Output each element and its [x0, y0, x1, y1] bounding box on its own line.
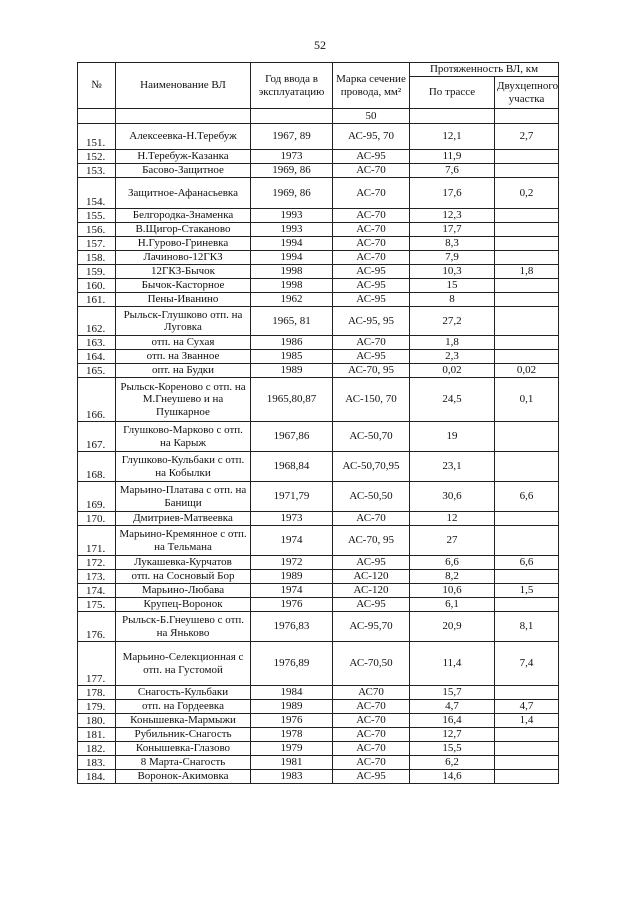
row-double-length	[495, 770, 559, 784]
row-year: 1973	[251, 512, 333, 526]
row-route-length: 17,7	[410, 223, 495, 237]
row-num: 166.	[78, 378, 116, 422]
row-name: Крупец-Воронок	[116, 598, 251, 612]
row-double-length	[495, 251, 559, 265]
row-num: 157.	[78, 237, 116, 251]
row-route-length: 24,5	[410, 378, 495, 422]
table-row	[78, 378, 559, 422]
row-double-length	[495, 209, 559, 223]
row-brand: АС-70	[333, 164, 410, 178]
subheader-brand: 50	[333, 109, 410, 124]
row-route-length: 12,7	[410, 728, 495, 742]
row-num: 158.	[78, 251, 116, 265]
row-route-length: 16,4	[410, 714, 495, 728]
row-brand: АС-95,70	[333, 612, 410, 642]
row-num: 169.	[78, 482, 116, 512]
row-brand: АС-70	[333, 756, 410, 770]
header-name: Наименование ВЛ	[116, 63, 251, 109]
row-route-length: 10,6	[410, 584, 495, 598]
row-num: 181.	[78, 728, 116, 742]
row-num: 165.	[78, 364, 116, 378]
row-name: Рыльск-Кореново с отп. на М.Гнеушево и на Пушкарное	[116, 378, 251, 422]
row-double-length: 1,8	[495, 265, 559, 279]
row-name: Пены-Иванино	[116, 293, 251, 307]
table-row	[78, 150, 559, 164]
row-brand: АС-150, 70	[333, 378, 410, 422]
row-name: Белгородка-Знаменка	[116, 209, 251, 223]
row-year: 1968,84	[251, 452, 333, 482]
row-route-length: 17,6	[410, 178, 495, 209]
table-row	[78, 452, 559, 482]
row-double-length: 1,4	[495, 714, 559, 728]
row-route-length: 19	[410, 422, 495, 452]
row-brand: АС-95, 95	[333, 307, 410, 336]
row-brand: АС-70,50	[333, 642, 410, 686]
row-route-length: 1,8	[410, 336, 495, 350]
row-num: 163.	[78, 336, 116, 350]
row-double-length	[495, 336, 559, 350]
row-name: Бычок-Касторное	[116, 279, 251, 293]
row-year: 1974	[251, 584, 333, 598]
row-brand: АС-70	[333, 178, 410, 209]
subheader-cell	[78, 109, 116, 124]
row-year: 1979	[251, 742, 333, 756]
row-route-length: 12	[410, 512, 495, 526]
row-name: Глушково-Марково с отп. на Карыж	[116, 422, 251, 452]
row-brand: АС-70	[333, 336, 410, 350]
row-double-length	[495, 279, 559, 293]
row-route-length: 11,9	[410, 150, 495, 164]
row-name: Дмитриев-Матвеевка	[116, 512, 251, 526]
row-brand: АС-70	[333, 237, 410, 251]
row-route-length: 12,1	[410, 124, 495, 150]
row-brand: АС70	[333, 686, 410, 700]
row-double-length	[495, 350, 559, 364]
page-number: 52	[314, 38, 326, 52]
row-year: 1998	[251, 265, 333, 279]
row-name: опт. на Будки	[116, 364, 251, 378]
row-year: 1967,86	[251, 422, 333, 452]
row-name: Н.Гурово-Гриневка	[116, 237, 251, 251]
row-double-length	[495, 164, 559, 178]
row-name: Басово-Защитное	[116, 164, 251, 178]
row-name: В.Щигор-Стаканово	[116, 223, 251, 237]
row-year: 1985	[251, 350, 333, 364]
row-name: Рыльск-Б.Гнеушево с отп. на Яньково	[116, 612, 251, 642]
row-year: 1974	[251, 526, 333, 556]
row-num: 162.	[78, 307, 116, 336]
row-route-length: 6,1	[410, 598, 495, 612]
header-brand: Марка сечение провода, мм²	[333, 63, 410, 109]
row-double-length	[495, 756, 559, 770]
table-row	[78, 279, 559, 293]
row-name: Глушково-Кульбаки с отп. на Кобылки	[116, 452, 251, 482]
row-num: 161.	[78, 293, 116, 307]
row-year: 1983	[251, 770, 333, 784]
header-by-route: По трассе	[410, 77, 495, 109]
table-row	[78, 307, 559, 336]
row-name: отп. на Сухая	[116, 336, 251, 350]
row-double-length: 6,6	[495, 556, 559, 570]
subheader-cell	[410, 109, 495, 124]
row-brand: АС-50,70,95	[333, 452, 410, 482]
row-name: Рубильник-Снагость	[116, 728, 251, 742]
row-year: 1994	[251, 237, 333, 251]
row-brand: АС-70	[333, 512, 410, 526]
table-row	[78, 350, 559, 364]
row-double-length	[495, 728, 559, 742]
row-num: 173.	[78, 570, 116, 584]
row-route-length: 8	[410, 293, 495, 307]
row-name: отп. на Сосновый Бор	[116, 570, 251, 584]
row-year: 1965, 81	[251, 307, 333, 336]
row-year: 1976,89	[251, 642, 333, 686]
table-row	[78, 728, 559, 742]
table-row	[78, 742, 559, 756]
table-row	[78, 598, 559, 612]
row-num: 152.	[78, 150, 116, 164]
row-double-length	[495, 223, 559, 237]
row-double-length: 4,7	[495, 700, 559, 714]
row-brand: АС-95	[333, 350, 410, 364]
row-year: 1976	[251, 598, 333, 612]
table-row	[78, 512, 559, 526]
row-name: 12ГКЗ-Бычок	[116, 265, 251, 279]
row-name: Воронок-Акимовка	[116, 770, 251, 784]
row-brand: АС-50,50	[333, 482, 410, 512]
row-name: Марьино-Кремянное с отп. на Тельмана	[116, 526, 251, 556]
header-year: Год ввода в эксплуатацию	[251, 63, 333, 109]
row-num: 151.	[78, 124, 116, 150]
row-name: Лачиново-12ГКЗ	[116, 251, 251, 265]
row-route-length: 23,1	[410, 452, 495, 482]
row-num: 178.	[78, 686, 116, 700]
row-year: 1967, 89	[251, 124, 333, 150]
row-brand: АС-95	[333, 770, 410, 784]
row-brand: АС-70	[333, 700, 410, 714]
table-row	[78, 756, 559, 770]
row-num: 176.	[78, 612, 116, 642]
row-name: Конышевка-Глазово	[116, 742, 251, 756]
table-row	[78, 251, 559, 265]
row-num: 180.	[78, 714, 116, 728]
row-brand: АС-95	[333, 150, 410, 164]
row-name: Конышевка-Мармыжи	[116, 714, 251, 728]
row-route-length: 4,7	[410, 700, 495, 714]
row-name: Защитное-Афанасьевка	[116, 178, 251, 209]
table-row	[78, 364, 559, 378]
row-route-length: 12,3	[410, 209, 495, 223]
row-double-length: 0,02	[495, 364, 559, 378]
row-route-length: 6,6	[410, 556, 495, 570]
table-row	[78, 237, 559, 251]
row-num: 159.	[78, 265, 116, 279]
row-double-length	[495, 742, 559, 756]
row-double-length	[495, 598, 559, 612]
row-double-length: 1,5	[495, 584, 559, 598]
row-name: Рыльск-Глушково отп. на Луговка	[116, 307, 251, 336]
row-year: 1986	[251, 336, 333, 350]
row-num: 179.	[78, 700, 116, 714]
row-name: Лукашевка-Курчатов	[116, 556, 251, 570]
row-double-length: 0,2	[495, 178, 559, 209]
table-row	[78, 700, 559, 714]
table-row	[78, 612, 559, 642]
row-name: Н.Теребуж-Казанка	[116, 150, 251, 164]
row-year: 1993	[251, 223, 333, 237]
row-year: 1962	[251, 293, 333, 307]
row-brand: АС-95	[333, 556, 410, 570]
row-num: 153.	[78, 164, 116, 178]
row-brand: АС-120	[333, 570, 410, 584]
row-brand: АС-95	[333, 279, 410, 293]
row-year: 1984	[251, 686, 333, 700]
row-double-length: 2,7	[495, 124, 559, 150]
row-year: 1973	[251, 150, 333, 164]
row-route-length: 8,3	[410, 237, 495, 251]
row-route-length: 2,3	[410, 350, 495, 364]
table-row	[78, 422, 559, 452]
row-double-length	[495, 526, 559, 556]
row-year: 1978	[251, 728, 333, 742]
row-double-length	[495, 422, 559, 452]
row-num: 177.	[78, 642, 116, 686]
row-route-length: 27,2	[410, 307, 495, 336]
row-num: 155.	[78, 209, 116, 223]
row-brand: АС-70	[333, 223, 410, 237]
row-brand: АС-95, 70	[333, 124, 410, 150]
row-brand: АС-95	[333, 598, 410, 612]
row-route-length: 8,2	[410, 570, 495, 584]
row-num: 184.	[78, 770, 116, 784]
row-double-length	[495, 686, 559, 700]
table-row	[78, 209, 559, 223]
row-brand: АС-70, 95	[333, 364, 410, 378]
row-double-length	[495, 512, 559, 526]
row-num: 164.	[78, 350, 116, 364]
row-double-length	[495, 452, 559, 482]
power-lines-table	[77, 62, 559, 784]
row-num: 154.	[78, 178, 116, 209]
row-route-length: 11,4	[410, 642, 495, 686]
row-brand: АС-70	[333, 728, 410, 742]
row-year: 1976,83	[251, 612, 333, 642]
table-row	[78, 223, 559, 237]
header-double-circuit: Двухцепного участка	[495, 77, 559, 109]
row-year: 1972	[251, 556, 333, 570]
row-route-length: 0,02	[410, 364, 495, 378]
row-num: 183.	[78, 756, 116, 770]
row-num: 160.	[78, 279, 116, 293]
row-year: 1994	[251, 251, 333, 265]
row-route-length: 7,6	[410, 164, 495, 178]
subheader-cell	[251, 109, 333, 124]
row-num: 167.	[78, 422, 116, 452]
row-year: 1976	[251, 714, 333, 728]
row-num: 156.	[78, 223, 116, 237]
table-row	[78, 124, 559, 150]
table-row	[78, 556, 559, 570]
table-row	[78, 584, 559, 598]
table-row	[78, 714, 559, 728]
row-year: 1989	[251, 700, 333, 714]
table-row	[78, 642, 559, 686]
row-name: Алексеевка-Н.Теребуж	[116, 124, 251, 150]
subheader-cell	[495, 109, 559, 124]
row-name: отп. на Званное	[116, 350, 251, 364]
row-name: Марьино-Любава	[116, 584, 251, 598]
row-year: 1993	[251, 209, 333, 223]
row-year: 1989	[251, 570, 333, 584]
table-row	[78, 336, 559, 350]
table-row	[78, 686, 559, 700]
row-year: 1969, 86	[251, 178, 333, 209]
row-route-length: 14,6	[410, 770, 495, 784]
table-row	[78, 164, 559, 178]
row-route-length: 30,6	[410, 482, 495, 512]
row-brand: АС-95	[333, 265, 410, 279]
row-brand: АС-95	[333, 293, 410, 307]
table-body	[78, 124, 559, 784]
row-double-length	[495, 293, 559, 307]
row-route-length: 15	[410, 279, 495, 293]
header-num: №	[78, 63, 116, 109]
row-num: 182.	[78, 742, 116, 756]
row-route-length: 15,7	[410, 686, 495, 700]
row-brand: АС-70	[333, 714, 410, 728]
row-num: 175.	[78, 598, 116, 612]
row-brand: АС-70	[333, 742, 410, 756]
row-route-length: 10,3	[410, 265, 495, 279]
row-year: 1989	[251, 364, 333, 378]
row-route-length: 6,2	[410, 756, 495, 770]
table-row	[78, 265, 559, 279]
row-year: 1998	[251, 279, 333, 293]
subheader-cell	[116, 109, 251, 124]
row-brand: АС-70	[333, 209, 410, 223]
row-double-length: 0,1	[495, 378, 559, 422]
row-num: 172.	[78, 556, 116, 570]
row-route-length: 7,9	[410, 251, 495, 265]
row-double-length	[495, 570, 559, 584]
row-double-length: 6,6	[495, 482, 559, 512]
table-row	[78, 526, 559, 556]
row-route-length: 15,5	[410, 742, 495, 756]
row-year: 1965,80,87	[251, 378, 333, 422]
table-row	[78, 570, 559, 584]
row-brand: АС-50,70	[333, 422, 410, 452]
row-route-length: 27	[410, 526, 495, 556]
row-route-length: 20,9	[410, 612, 495, 642]
table-row	[78, 293, 559, 307]
row-year: 1971,79	[251, 482, 333, 512]
table-row	[78, 482, 559, 512]
row-brand: АС-70, 95	[333, 526, 410, 556]
header-length: Протяженность ВЛ, км	[410, 63, 559, 77]
row-num: 170.	[78, 512, 116, 526]
row-name: Марьино-Селекционная с отп. на Густомой	[116, 642, 251, 686]
row-double-length	[495, 237, 559, 251]
row-num: 171.	[78, 526, 116, 556]
row-double-length	[495, 307, 559, 336]
row-name: отп. на Гордеевка	[116, 700, 251, 714]
row-name: Снагость-Кульбаки	[116, 686, 251, 700]
row-brand: АС-70	[333, 251, 410, 265]
row-name: 8 Марта-Снагость	[116, 756, 251, 770]
row-brand: АС-120	[333, 584, 410, 598]
row-num: 168.	[78, 452, 116, 482]
table-row	[78, 178, 559, 209]
row-year: 1969, 86	[251, 164, 333, 178]
row-name: Марьино-Платава с отп. на Банищи	[116, 482, 251, 512]
row-num: 174.	[78, 584, 116, 598]
row-double-length	[495, 150, 559, 164]
row-year: 1981	[251, 756, 333, 770]
row-double-length: 7,4	[495, 642, 559, 686]
table-row	[78, 770, 559, 784]
row-double-length: 8,1	[495, 612, 559, 642]
